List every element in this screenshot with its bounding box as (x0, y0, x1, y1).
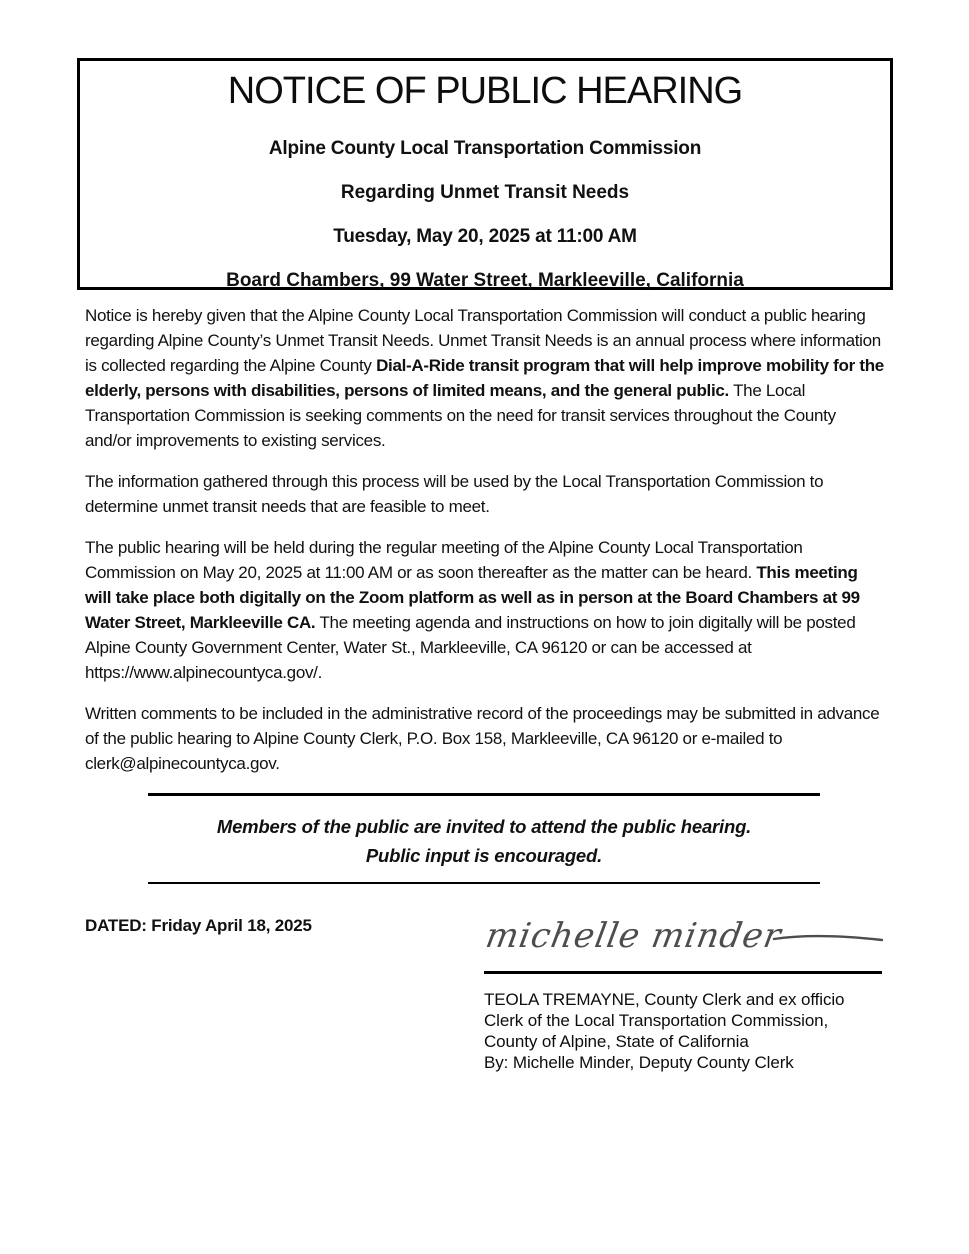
paragraph-notice-given (85, 303, 885, 453)
paragraph-segment: The public hearing will be held during the regular meeting of the Alpine County Local Transportation Commission on May 20, 2025 at 11:00 AM or as soon thereafter as the matter can be heard. (85, 538, 803, 582)
clerk-attribution (484, 989, 904, 1073)
paragraph-written-comments: Written comments to be included in the administrative record of the proceedings may be submitted in advance of the public hearing to Alpine County Clerk, P.O. Box 158, Markleeville, CA 96120 or e-mailed to clerk@alpinecountyca.gov. (85, 704, 880, 773)
commission-name: Alpine County Local Transportation Commission (268, 138, 702, 159)
notice-subject: Regarding Unmet Transit Needs (340, 182, 630, 203)
paragraph-segment-bold: Dial-A-Ride transit program that will help improve mobility for the elderly, persons with disabilities, persons of limited means, and the general public. (85, 356, 884, 400)
signature-line (484, 971, 882, 974)
paragraph-information-gathered: The information gathered through this process will be used by the Local Transportation Commission to determine unmet transit needs that are feasible to meet. (85, 472, 824, 516)
notice-header-box (77, 58, 893, 290)
signature-tail-stroke (774, 936, 882, 940)
divider-bottom (148, 882, 820, 884)
invitation-line-1: Members of the public are invited to attend the public hearing. (216, 816, 752, 837)
hearing-location: Board Chambers, 99 Water Street, Markleeville, California (226, 270, 744, 291)
paragraph-segment: Notice is hereby given that the Alpine County Local Transportation Commission will conduct a public hearing regarding Alpine County’s Unmet Transit Needs. Unmet Transit Needs is an annual process where information is collected regarding the Alpine County (85, 306, 881, 375)
invitation-line-2: Public input is encouraged. (365, 845, 603, 866)
paragraph-segment: The meeting agenda and instructions on how to join digitally will be posted Alpine County Government Center, Water St., Markleeville, CA 96120 or can be accessed at https://www.alpinecountyca.gov/. (85, 613, 856, 682)
signature-name-text: michelle minder (482, 916, 785, 956)
paragraph-hearing-details (85, 535, 885, 685)
clerk-line-3: County of Alpine, State of California (484, 1032, 749, 1051)
invitation-block (148, 812, 820, 870)
clerk-line-4: By: Michelle Minder, Deputy County Clerk (484, 1053, 794, 1072)
dated-line: DATED: Friday April 18, 2025 (85, 916, 312, 935)
notice-title: NOTICE OF PUBLIC HEARING (227, 70, 743, 112)
divider-top (148, 793, 820, 796)
handwritten-signature (478, 903, 886, 967)
hearing-datetime: Tuesday, May 20, 2025 at 11:00 AM (333, 226, 637, 247)
paragraph-segment-bold: This meeting will take place both digitally on the Zoom platform as well as in person at the Board Chambers at 99 Water Street, Markleeville CA. (85, 563, 860, 632)
clerk-line-1: TEOLA TREMAYNE, County Clerk and ex officio (484, 990, 845, 1009)
paragraph-segment: The Local Transportation Commission is seeking comments on the need for transit services throughout the County and/or improvements to existing services. (85, 381, 836, 450)
notice-body (85, 303, 885, 792)
clerk-line-2: Clerk of the Local Transportation Commission, (484, 1011, 829, 1030)
